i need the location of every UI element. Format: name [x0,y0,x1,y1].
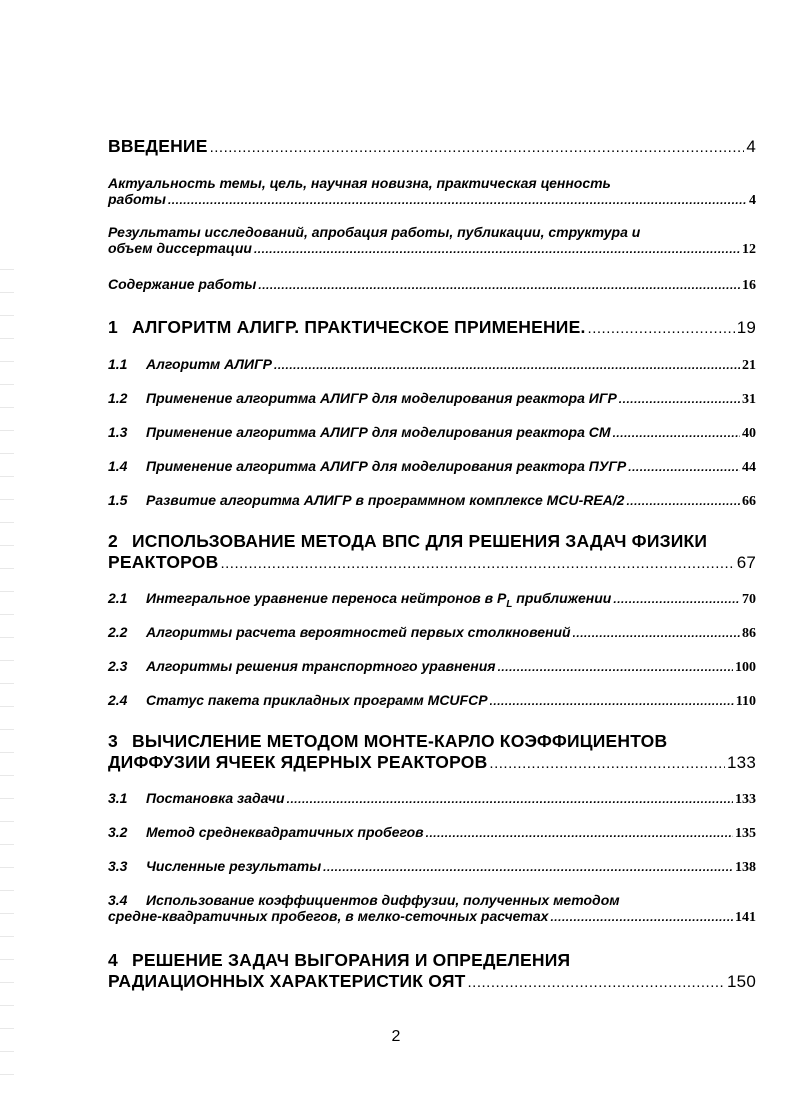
page-number: 2 [391,1028,401,1045]
toc-number: 2.3 [108,658,128,674]
leader-dots [550,910,733,924]
toc-page: 138 [735,860,756,875]
toc-page: 70 [742,592,756,607]
toc-entry-2-4[interactable] [108,692,756,710]
toc-title: Применение алгоритма АЛИГР для моделирования реактора СМ [146,424,611,440]
toc-title-line1: Актуальность темы, цель, научная новизна, практическая ценность [108,175,611,191]
toc-page: 150 [727,972,756,991]
toc-title-line1: Использование коэффициентов диффузии, полученных методом [146,892,620,908]
toc-number: 1.4 [108,458,128,474]
toc-page: 21 [742,358,756,373]
leader-dots [210,139,745,156]
toc-title: Развитие алгоритма АЛИГР в программном комплексе MCU-REA/2 [146,492,625,508]
toc-number: 3.4 [108,892,128,908]
toc-title: РЕАКТОРОВ [108,552,219,572]
toc-page: 12 [742,242,756,257]
toc-title: Применение алгоритма АЛИГР для моделирования реактора ПУГР [146,458,627,474]
leader-dots [426,826,733,840]
toc-entry-chapter-3[interactable] [108,731,756,773]
toc-title: Применение алгоритма АЛИГР для моделирования реактора ИГР [146,390,617,406]
toc-entry-2-3[interactable] [108,658,756,676]
toc-title: Численные результаты [146,858,322,874]
toc-title: Метод среднеквадратичных пробегов [146,824,424,840]
leader-dots [258,278,740,292]
toc-title: Алгоритмы решения транспортного уравнения [146,658,496,674]
toc-entry-3-4[interactable] [108,892,756,926]
toc-number: 1.3 [108,424,128,440]
toc-page: 4 [749,193,756,208]
toc-number: 2.4 [108,692,128,708]
toc-entry-chapter-4[interactable] [108,950,756,992]
toc-number: 3.2 [108,824,128,840]
toc-page: 141 [735,910,756,925]
toc-title: Статус пакета прикладных программ MCUFCP [146,692,488,708]
toc-page: 133 [727,753,756,772]
toc-title-line1: Результаты исследований, апробация работы, публикации, структура и [108,224,641,240]
toc-entry-1-4[interactable] [108,458,756,476]
toc-entry-3-3[interactable] [108,858,756,876]
toc-page: 110 [735,694,756,709]
leader-dots [588,320,735,337]
toc-number: 4 [108,950,118,970]
toc-title-line1: ВЫЧИСЛЕНИЕ МЕТОДОМ МОНТЕ-КАРЛО КОЭФФИЦИЕНТОВ [132,731,668,751]
toc-entry-1-1[interactable] [108,356,756,374]
toc-entry-1-5[interactable] [108,492,756,510]
toc-entry-1-2[interactable] [108,390,756,408]
leader-dots [626,494,740,508]
toc-number: 2.2 [108,624,128,640]
toc-page: 100 [735,660,756,675]
toc-title-continued: приближении [512,590,612,606]
toc-title-line1: РЕШЕНИЕ ЗАДАЧ ВЫГОРАНИЯ И ОПРЕДЕЛЕНИЯ [132,950,571,970]
toc-entry-relevance[interactable] [108,175,756,209]
toc-number: 1 [108,317,118,337]
toc-title: Содержание работы [108,276,257,292]
leader-dots [323,860,733,874]
toc-number: 1.2 [108,390,128,406]
toc-number: 3 [108,731,118,751]
toc-page: 16 [742,278,756,293]
leader-dots [619,392,740,406]
toc-entry-chapter-2[interactable] [108,531,756,573]
toc-entry-introduction[interactable] [108,136,756,157]
toc-page: 66 [742,494,756,509]
toc-page: 31 [742,392,756,407]
toc-page: 44 [742,460,756,475]
toc-title: работы [108,191,166,207]
toc-title: ВВЕДЕНИЕ [108,136,208,156]
leader-dots [490,694,734,708]
toc-title: Постановка задачи [146,790,285,806]
leader-dots [468,974,726,991]
toc-entry-contents[interactable] [108,276,756,294]
leader-dots [254,242,740,256]
leader-dots [613,426,740,440]
toc-title: Алгоритмы расчета вероятностей первых столкновений [146,624,571,640]
toc-entry-results[interactable] [108,224,756,258]
toc-title: Алгоритм АЛИГР [146,356,273,372]
toc-entry-3-1[interactable] [108,790,756,808]
leader-dots [628,460,740,474]
toc-entry-2-2[interactable] [108,624,756,642]
toc-number: 1.5 [108,492,128,508]
toc-page: 133 [735,792,756,807]
toc-title: АЛГОРИТМ АЛИГР. ПРАКТИЧЕСКОЕ ПРИМЕНЕНИЕ. [132,317,586,337]
toc-number: 3.1 [108,790,128,806]
toc-title: средне-квадратичных пробегов, в мелко-сеточных расчетах [108,908,549,924]
toc-page: 135 [735,826,756,841]
leader-dots [287,792,733,806]
leader-dots [573,626,740,640]
toc-page: 40 [742,426,756,441]
scan-edge-noise [0,260,14,1090]
leader-dots [498,660,733,674]
toc-number: 2.1 [108,590,128,606]
leader-dots [220,555,734,572]
leader-dots [489,755,725,772]
toc-entry-2-1[interactable] [108,590,756,610]
toc-entry-1-3[interactable] [108,424,756,442]
toc-number: 2 [108,531,118,551]
leader-dots [613,592,740,606]
toc-page: 67 [736,553,756,572]
toc-page: 19 [736,318,756,337]
toc-title: РАДИАЦИОННЫХ ХАРАКТЕРИСТИК ОЯТ [108,971,466,991]
toc-title-subscript: L [506,598,513,610]
leader-dots [274,358,740,372]
toc-title: Интегральное уравнение переноса нейтронов в P [146,590,507,606]
toc-number: 1.1 [108,356,128,372]
toc-number: 3.3 [108,858,128,874]
leader-dots [168,193,747,207]
toc-page: 86 [742,626,756,641]
toc-entry-chapter-1[interactable] [108,317,756,338]
toc-page: 4 [746,137,756,156]
toc-title: объем диссертации [108,240,252,256]
toc-title-line1: ИСПОЛЬЗОВАНИЕ МЕТОДА ВПС ДЛЯ РЕШЕНИЯ ЗАДАЧ ФИЗИКИ [132,531,708,551]
toc-entry-3-2[interactable] [108,824,756,842]
toc-title: ДИФФУЗИИ ЯЧЕЕК ЯДЕРНЫХ РЕАКТОРОВ [108,752,488,772]
